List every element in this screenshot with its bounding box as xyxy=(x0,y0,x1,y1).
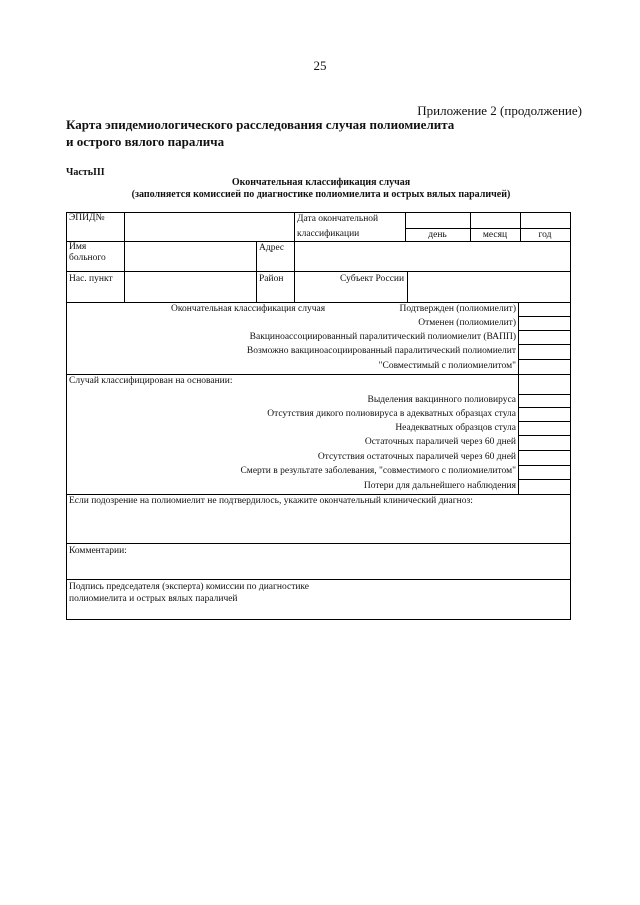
basis-option: Смерти в результате заболевания, "совместимого с полиомиелитом" xyxy=(240,466,516,476)
grid-line xyxy=(294,241,295,271)
grid-line xyxy=(256,241,257,303)
grid-line xyxy=(518,344,571,345)
grid-line xyxy=(518,407,571,408)
form-border xyxy=(570,212,571,620)
grid-line xyxy=(518,394,571,395)
grid-line xyxy=(518,435,571,436)
grid-line xyxy=(294,271,295,302)
classification-option: Вакциноассоциированный паралитический полиомиелит (ВАПП) xyxy=(249,332,516,342)
grid-line xyxy=(518,465,571,466)
final-date-label-1: Дата окончательной xyxy=(297,214,379,224)
basis-option: Неадекватных образцов стула xyxy=(395,423,516,433)
month-label: месяц xyxy=(482,230,508,240)
signature-label-1: Подпись председателя (эксперта) комиссии по диагностике xyxy=(69,582,310,592)
patient-name-label-1: Имя xyxy=(69,242,87,252)
epid-label: ЭПИД№ xyxy=(69,213,105,223)
part-label: ЧастьIII xyxy=(66,167,105,178)
grid-line xyxy=(66,374,571,375)
classification-option: Подтвержден (полиомиелит) xyxy=(399,304,516,314)
diagnosis-prompt: Если подозрение на полиомиелит не подтвердилось, укажите окончательный клинический диагноз: xyxy=(69,496,473,506)
document-title xyxy=(66,116,454,150)
basis-option: Остаточных параличей через 60 дней xyxy=(364,437,516,447)
grid-line xyxy=(518,450,571,451)
grid-line xyxy=(518,316,571,317)
title-line-1: Карта эпидемиологического расследования случая полиомиелита xyxy=(66,117,455,132)
section-subtitle xyxy=(66,177,576,201)
subtitle-line-1: Окончательная классификация случая xyxy=(231,177,411,188)
basis-option: Отсутствия дикого полиовируса в адекватных образцах стула xyxy=(267,409,516,419)
grid-line xyxy=(294,212,295,242)
grid-line xyxy=(66,271,571,272)
address-label: Адрес xyxy=(259,243,285,253)
comments-label: Комментарии: xyxy=(69,546,127,556)
basis-option: Отсутствия остаточных параличей через 60 дней xyxy=(317,452,516,462)
subtitle-line-2: (заполняется комиссией по диагностике полиомиелита и острых вялых параличей) xyxy=(131,189,511,200)
grid-line xyxy=(518,330,571,331)
grid-line xyxy=(407,271,408,302)
final-date-label-2: классификации xyxy=(297,229,360,239)
year-label: год xyxy=(538,230,552,240)
day-label: день xyxy=(428,230,447,240)
grid-line xyxy=(518,374,519,494)
settlement-label: Нас. пункт xyxy=(69,274,113,284)
form-border xyxy=(66,212,67,620)
grid-line xyxy=(66,579,571,580)
grid-line xyxy=(405,228,571,229)
classification-option: Отменен (полиомиелит) xyxy=(418,318,516,328)
grid-line xyxy=(518,479,571,480)
grid-line xyxy=(66,241,571,242)
title-line-2: и острого вялого паралича xyxy=(66,134,225,149)
basis-option: Потери для дальнейшего наблюдения xyxy=(363,481,516,491)
grid-line xyxy=(66,302,571,303)
classification-option: "Совместимый с полиомиелитом" xyxy=(378,361,516,371)
appendix-label: Приложение 2 (продолжение) xyxy=(417,103,582,118)
final-classification-label: Окончательная классификация случая xyxy=(171,304,326,314)
grid-line xyxy=(518,302,519,375)
basis-option: Выделения вакцинного полиовируса xyxy=(367,395,516,405)
patient-name-label-2: больного xyxy=(69,253,106,263)
district-label: Район xyxy=(259,274,284,284)
grid-line xyxy=(518,421,571,422)
subject-label: Субъект России xyxy=(340,274,405,284)
grid-line xyxy=(66,543,571,544)
basis-title: Случай классифицирован на основании: xyxy=(69,376,233,386)
grid-line xyxy=(124,212,125,302)
grid-line xyxy=(518,359,571,360)
form-border xyxy=(66,619,571,620)
page-number: 25 xyxy=(313,58,327,73)
signature-label-2: полиомиелита и острых вялых параличей xyxy=(69,594,238,604)
form-border xyxy=(66,212,571,213)
classification-option: Возможно вакциноасоциированный паралитический полиомиелит xyxy=(246,346,516,356)
grid-line xyxy=(66,494,571,495)
